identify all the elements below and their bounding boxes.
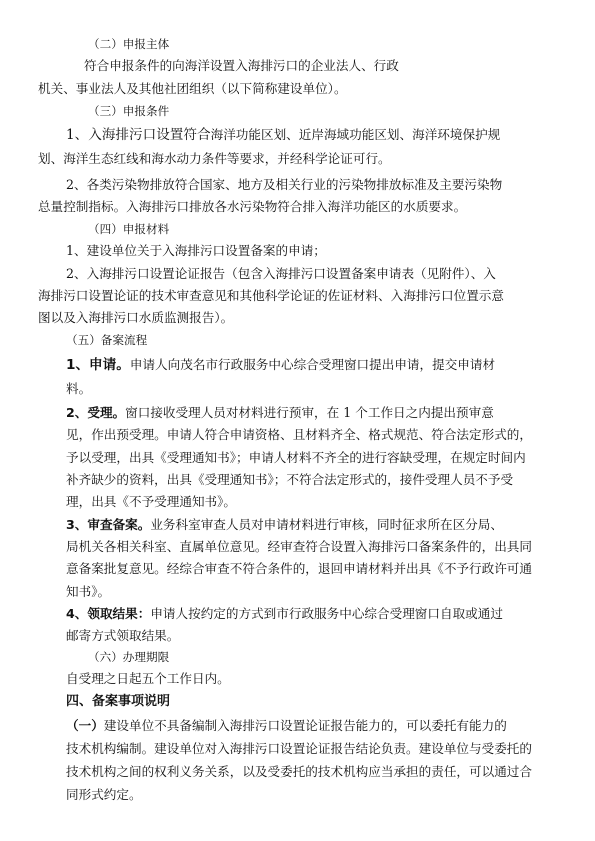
paragraph-line: 1、建设单位关于入海排污口设置备案的申请； <box>66 243 326 258</box>
heading-applicant: （二）申报主体 <box>88 37 170 51</box>
bold-lead: 3、审查备案。 <box>66 517 151 532</box>
bold-lead: （一） <box>66 718 104 733</box>
paragraph-line: 同形式约定。 <box>66 787 142 802</box>
paragraph-line: 技术机构编制。建设单位对入海排污口设置论证报告结论负责。建设单位与受委托的 <box>66 741 532 756</box>
paragraph-line: 划、海洋生态红线和海水动力条件等要求，并经科学论证可行。 <box>38 151 391 166</box>
paragraph-line <box>66 606 503 622</box>
text-run: 建设单位不具备编制入海排污口设置论证报告能力的，可以委托有能力的 <box>103 718 507 733</box>
paragraph-line: 符合申报条件的向海洋设置入海排污口的企业法人、行政 <box>84 58 399 73</box>
paragraph-line: 总量控制指标。入海排污口排放各水污染物符合排入海洋功能区的水质要求。 <box>38 199 467 214</box>
paragraph-line <box>66 357 495 373</box>
paragraph-line: 机关、事业法人及其他社团组织（以下简称建设单位）。 <box>38 81 347 96</box>
text-run: 申请人向茂名市行政服务中心综合受理窗口提出申请，提交申请材 <box>129 357 496 372</box>
paragraph-line: 邮寄方式领取结果。 <box>66 628 180 643</box>
paragraph-line: 局机关各相关科室、直属单位意见。经审查符合设置入海排污口备案条件的，出具同 <box>66 539 532 554</box>
bold-lead: 1、入海排污口设置符合 <box>66 127 211 143</box>
paragraph-line: 自受理之日起五个工作日内。 <box>66 671 230 686</box>
paragraph-line: 技术机构之间的权利义务关系，以及受委托的技术机构应当承担的责任，可以通过合 <box>66 764 532 779</box>
paragraph-line: 知书》。 <box>66 584 111 599</box>
text-run: 海洋功能区划、近岸海域功能区划、海洋环境保护规 <box>210 127 501 142</box>
heading-deadline: （六）办理期限 <box>88 650 170 664</box>
paragraph-line: 理，出具《不予受理通知书》。 <box>66 494 237 509</box>
paragraph-line: 料。 <box>66 381 92 396</box>
bold-lead: 1、申请。 <box>66 357 130 373</box>
section-heading: 四、备案事项说明 <box>66 694 171 709</box>
bold-lead: 2、受理。 <box>66 405 126 420</box>
text-run: 业务科室审查人员对申请材料进行审核，同时征求所在区分局、 <box>150 517 503 532</box>
paragraph-line <box>66 405 494 421</box>
paragraph-line: 意备案批复意见。经综合审查不符合条件的，退回申请材料并出具《不予行政许可通 <box>66 561 532 576</box>
paragraph-line: 2、各类污染物排放符合国家、地方及相关行业的污染物排放标准及主要污染物 <box>66 177 503 192</box>
text-run: 窗口接收受理人员对材料进行预审，在 1 个工作日之内提出预审意 <box>125 405 494 420</box>
paragraph-line <box>66 718 507 734</box>
paragraph-line: 图以及入海排污口水质监测报告）。 <box>38 310 234 325</box>
paragraph-line <box>66 127 500 143</box>
paragraph-line: 补齐缺少的资料，出具《受理通知书》；不符合法定形式的，接件受理人员不予受 <box>66 472 514 487</box>
text-run: 申请人按约定的方式到市行政服务中心综合受理窗口自取或通过 <box>150 606 503 621</box>
bold-lead: 4、领取结果： <box>66 606 151 621</box>
heading-materials: （四）申报材料 <box>88 222 170 236</box>
paragraph-line: 2、入海排污口设置论证报告（包含入海排污口设置备案申请表（见附件）、入 <box>66 266 496 281</box>
paragraph-line: 海排污口设置论证的技术审查意见和其他科学论证的佐证材料、入海排污口位置示意 <box>38 288 504 303</box>
paragraph-line <box>66 517 503 533</box>
heading-conditions: （三）申报条件 <box>88 104 170 118</box>
paragraph-line: 见，作出预受理。申请人符合申请资格、且材料齐全、格式规范、符合法定形式的， <box>66 427 532 442</box>
heading-process: （五）备案流程 <box>66 333 148 347</box>
paragraph-line: 予以受理，出具《受理通知书》；申请人材料不齐全的进行容缺受理，在规定时间内 <box>66 450 526 465</box>
